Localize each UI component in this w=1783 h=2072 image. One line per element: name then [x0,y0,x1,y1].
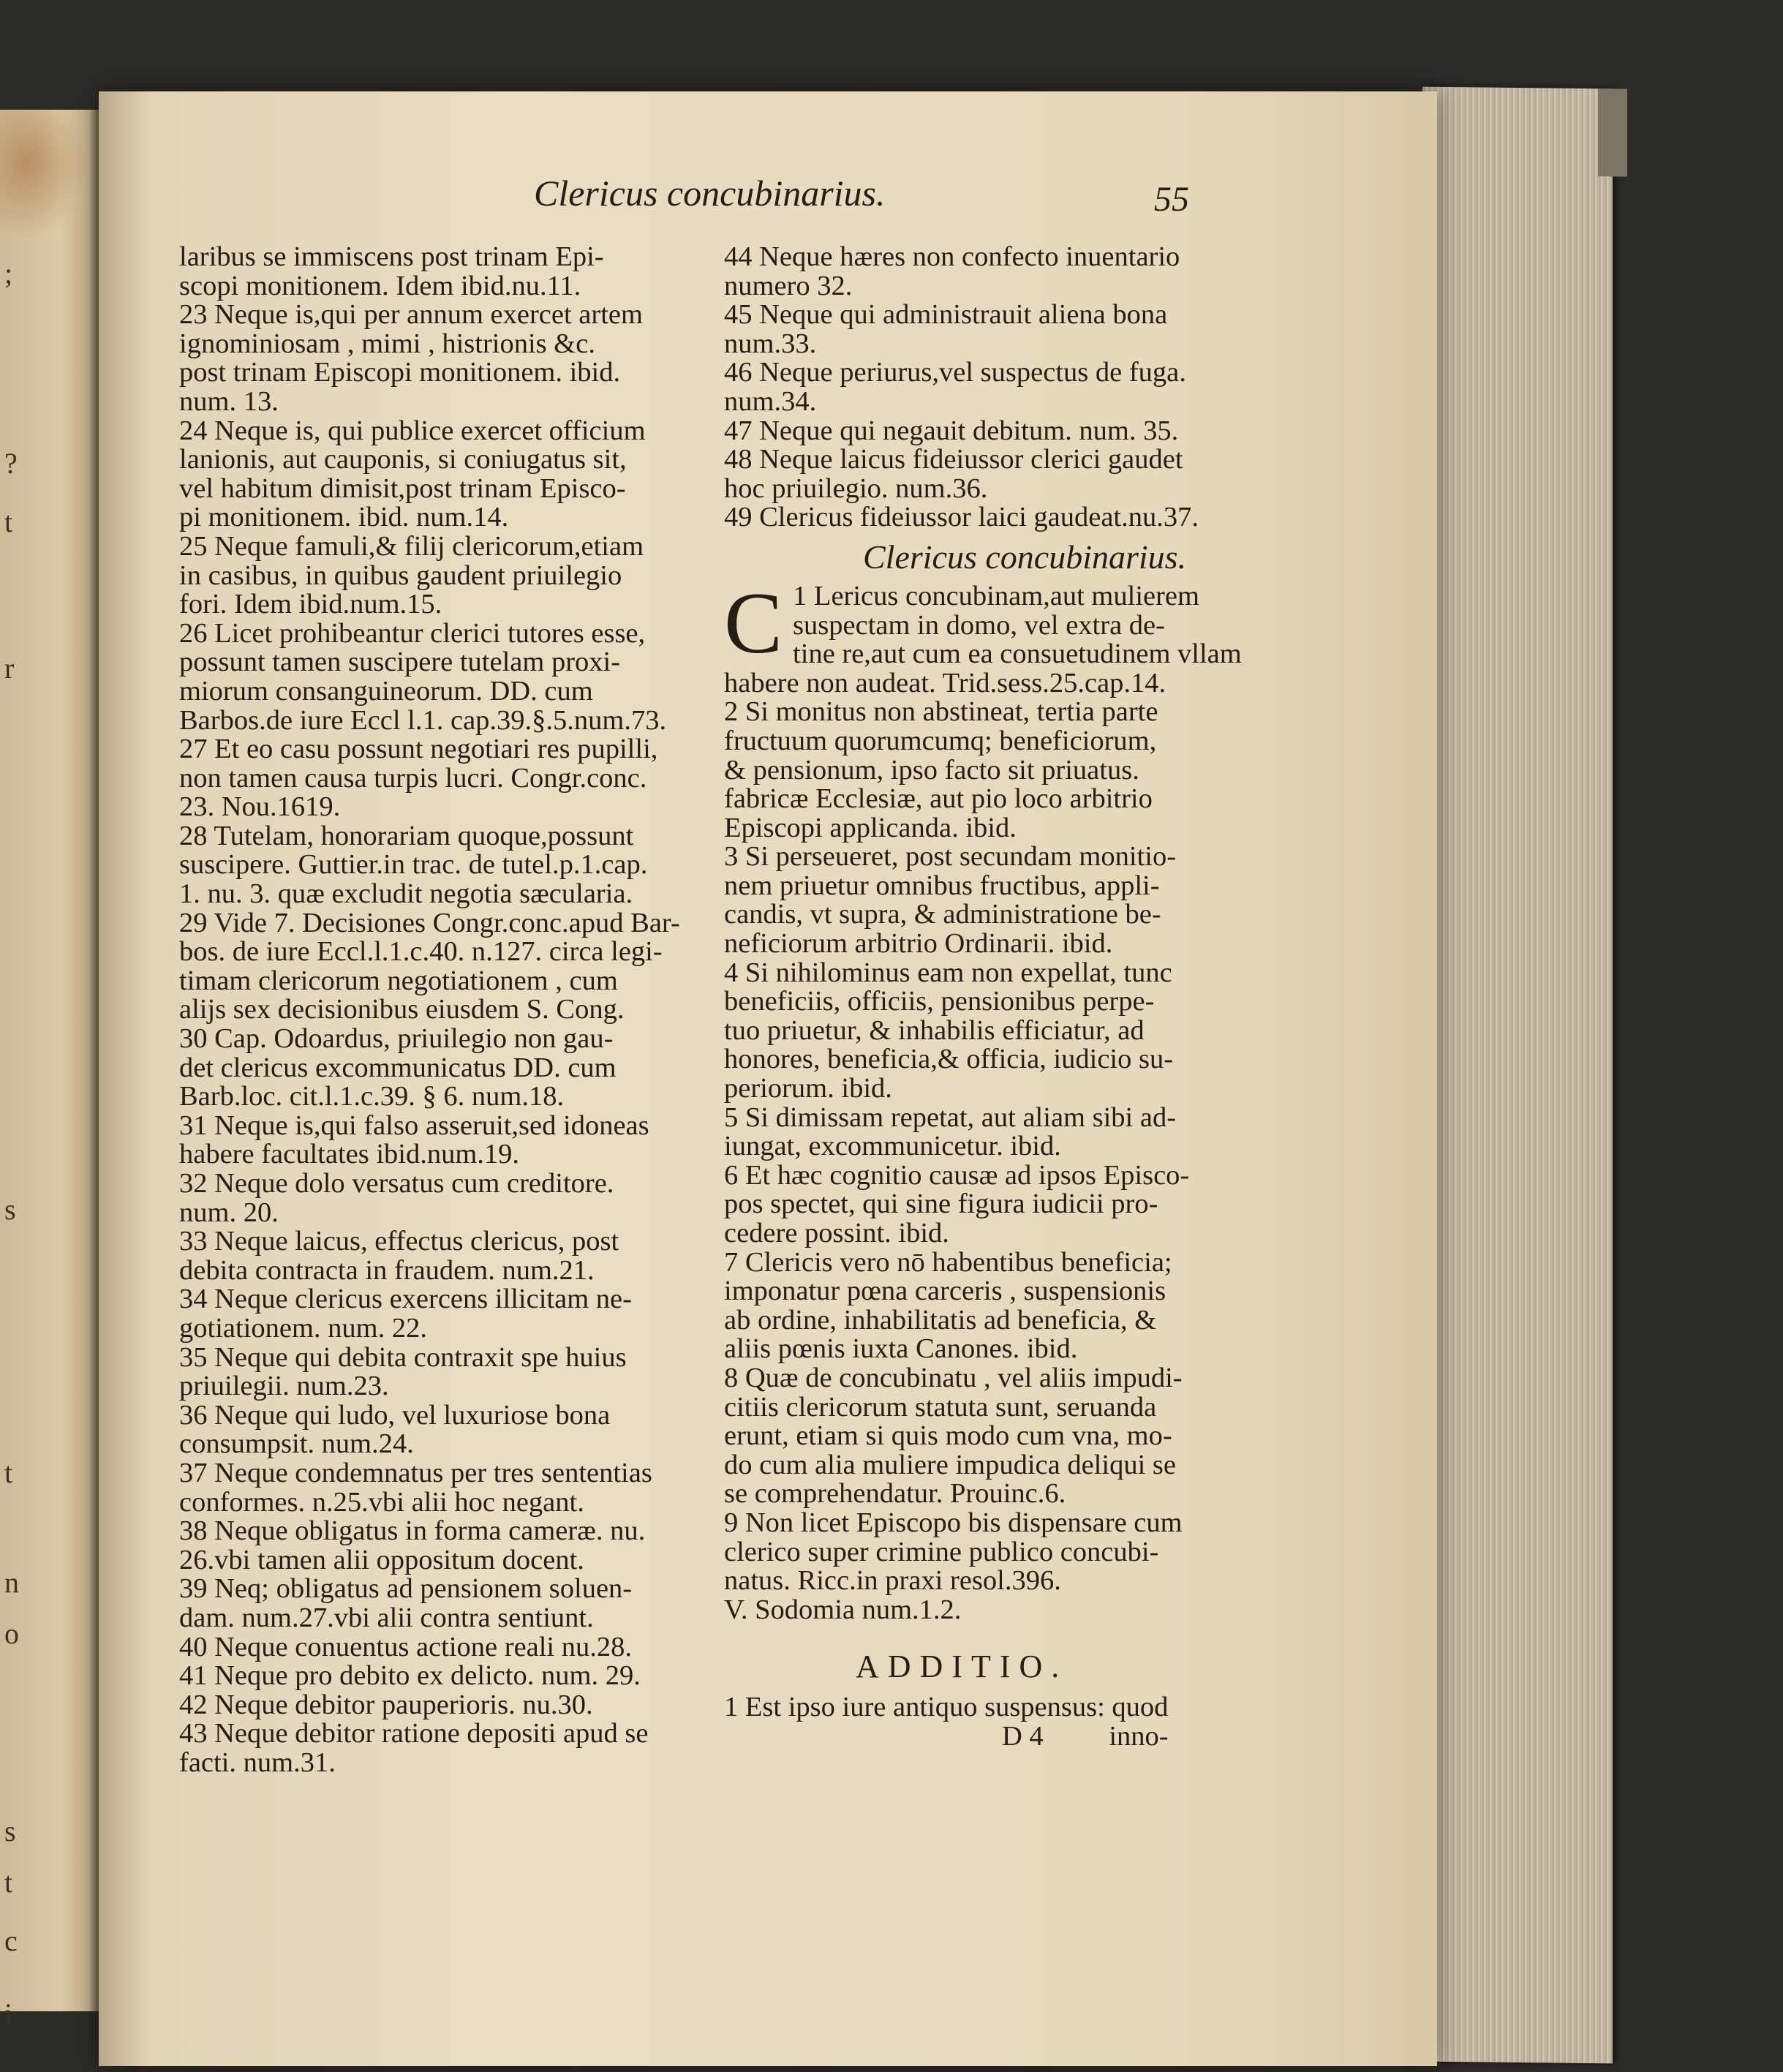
text-line: facti. num.31. [179,1747,336,1778]
text-line: 2 Si monitus non abstineat, tertia parte [724,696,1158,728]
text-line: habere facultates ibid.num.19. [179,1139,520,1170]
text-line: in casibus, in quibus gaudent priuilegio [179,560,622,591]
text-line: Barb.loc. cit.l.1.c.39. § 6. num.18. [179,1081,565,1112]
text-line: 39 Neq; obligatus ad pensionem soluen- [179,1573,633,1605]
text-line: miorum consanguineorum. DD. cum [179,675,593,707]
text-line: fabricæ Ecclesiæ, aut pio loco arbitrio [724,783,1153,815]
signature-mark: D 4 [1002,1720,1044,1752]
edge-mark: o [4,1617,19,1650]
text-line: num.34. [724,385,817,417]
text-line: 48 Neque laicus fideiussor clerici gaudet [724,444,1183,475]
text-line: 27 Et eo casu possunt negotiari res pupilli, [179,734,658,765]
text-line: timam clericorum negotiationem , cum [179,965,618,996]
text-line: 30 Cap. Odoardus, priuilegio non gau- [179,1023,614,1055]
text-line: post trinam Episcopi monitionem. ibid. [179,357,621,388]
section-title: Clericus concubinarius. [863,538,1187,576]
text-line: dam. num.27.vbi alii contra sentiunt. [179,1602,594,1633]
text-line: citiis clericorum statuta sunt, seruanda [724,1391,1157,1423]
text-line: iungat, excommunicetur. ibid. [724,1131,1061,1162]
text-line: 5 Si dimissam repetat, aut aliam sibi ad- [724,1101,1177,1133]
text-line: 42 Neque debitor pauperioris. nu.30. [179,1689,593,1720]
text-line: num. 13. [179,385,279,417]
edge-mark: c [4,1924,18,1957]
text-line: 1 Lericus concubinam,aut mulierem [793,580,1199,611]
facing-page-edge [0,110,99,2030]
text-line: 33 Neque laicus, effectus clericus, post [179,1226,619,1257]
text-line: 26.vbi tamen alii oppositum docent. [179,1544,584,1575]
text-line: 29 Vide 7. Decisiones Congr.conc.apud Bar- [179,907,680,938]
text-line: 45 Neque qui administrauit aliena bona [724,299,1168,331]
text-line: habere non audeat. Trid.sess.25.cap.14. [724,667,1166,698]
drop-cap: C [724,573,783,671]
text-line: 1 Est ipso iure antiquo suspensus: quod [724,1692,1169,1723]
edge-mark: ? [4,447,18,480]
edge-mark: i [4,1997,13,2030]
text-line: possunt tamen suscipere tutelam proxi- [179,647,621,678]
text-line: 25 Neque famuli,& filij clericorum,etiam [179,530,644,562]
text-line: conformes. n.25.vbi alii hoc negant. [179,1486,584,1518]
text-line: ignominiosam , mimi , histrionis &c. [179,328,595,359]
text-line: suspectam in domo, vel extra de- [793,609,1165,641]
text-line: se comprehendatur. Prouinc.6. [724,1478,1066,1510]
text-line: 32 Neque dolo versatus cum creditore. [179,1168,614,1199]
addition-title: ADDITIO. [856,1649,1068,1685]
text-line: lanionis, aut cauponis, si coniugatus sit, [179,444,627,475]
text-line: cedere possint. ibid. [724,1218,949,1248]
page-corner [1598,88,1627,176]
text-line: & pensionum, ipso facto sit priuatus. [724,754,1139,786]
text-line: hoc priuilegio. num.36. [724,472,988,504]
text-line: fori. Idem ibid.num.15. [179,589,442,620]
text-line: V. Sodomia num.1.2. [724,1594,962,1625]
text-line: tine re,aut cum ea consuetudinem vllam [793,638,1242,670]
text-line: 46 Neque periurus,vel suspectus de fuga. [724,357,1186,388]
text-line: 24 Neque is, qui publice exercet officium [179,415,646,446]
text-line: det clericus excommunicatus DD. cum [179,1052,617,1083]
text-line: ab ordine, inhabilitatis ad beneficia, & [724,1304,1157,1336]
text-line: 23. Nou.1619. [179,791,341,823]
text-line: suscipere. Guttier.in trac. de tutel.p.1.cap. [179,849,648,881]
text-line: debita contracta in fraudem. num.21. [179,1254,595,1286]
text-line: alijs sex decisionibus eiusdem S. Cong. [179,994,625,1025]
text-line: neficiorum arbitrio Ordinarii. ibid. [724,928,1113,960]
text-line: 34 Neque clericus exercens illicitam ne- [179,1284,632,1315]
text-line: honores, beneficia,& officia, iudicio su- [724,1044,1174,1075]
text-line: Barbos.de iure Eccl l.1. cap.39.§.5.num.73. [179,704,667,736]
spacer [724,1624,1199,1640]
text-line: candis, vt supra, & administratione be- [724,899,1161,930]
text-line: 8 Quæ de concubinatu , vel aliis impudi- [724,1362,1183,1393]
text-line: consumpsit. num.24. [179,1428,414,1460]
text-line: 4 Si nihilominus eam non expellat, tunc [724,957,1172,988]
text-line: beneficiis, officiis, pensionibus perpe- [724,986,1155,1017]
text-line: 26 Licet prohibeantur clerici tutores esse, [179,617,646,649]
edge-mark: t [4,1866,13,1899]
edge-mark: r [4,652,15,685]
text-line: do cum alia muliere impudica deliqui se [724,1449,1176,1480]
left-column [179,243,680,1777]
text-line: pi monitionem. ibid. num.14. [179,502,509,533]
text-line: pos spectet, qui sine figura iudicii pro- [724,1188,1158,1220]
text-line: erunt, etiam si quis modo cum vna, mo- [724,1420,1172,1452]
text-line: aliis pœnis iuxta Canones. ibid. [724,1333,1078,1365]
running-title: Clericus concubinarius. [534,173,886,214]
text-line: 41 Neque pro debito ex delicto. num. 29. [179,1660,641,1692]
text-line: tuo priuetur, & inhabilis efficiatur, ad [724,1014,1145,1046]
text-line: 9 Non licet Episcopo bis dispensare cum [724,1507,1183,1538]
text-line: laribus se immiscens post trinam Epi- [179,241,604,272]
right-column [724,241,1242,1752]
text-line: 35 Neque qui debita contraxit spe huius [179,1341,627,1373]
text-line: 38 Neque obligatus in forma cameræ. nu. [179,1515,646,1547]
text-line: 40 Neque conuentus actione reali nu.28. [179,1631,633,1662]
text-line: 36 Neque qui ludo, vel luxuriose bona [179,1399,611,1431]
text-line: non tamen causa turpis lucri. Congr.conc. [179,762,647,794]
text-line: bos. de iure Eccl.l.1.c.40. n.127. circa legi- [179,936,663,968]
text-line: 7 Clericis vero nō habentibus beneficia; [724,1246,1172,1278]
text-line: 43 Neque debitor ratione depositi apud se [179,1718,649,1749]
text-line: numero 32. [724,270,853,301]
text-line: 31 Neque is,qui falso asseruit,sed idoneas [179,1110,649,1141]
text-line: 47 Neque qui negauit debitum. num. 35. [724,415,1179,446]
text-line: num. 20. [179,1197,279,1228]
text-line: nem priuetur omnibus fructibus, appli- [724,870,1160,901]
text-line: 37 Neque condemnatus per tres sententias [179,1457,652,1488]
book-page-edges [1422,87,1613,2064]
text-line: imponatur pœna carceris , suspensionis [724,1276,1166,1307]
text-line: 1. nu. 3. quæ excludit negotia sæcularia. [179,878,633,910]
text-line: periorum. ibid. [724,1073,892,1104]
text-line: 23 Neque is,qui per annum exercet artem [179,299,643,331]
text-line: 44 Neque hæres non confecto inuentario [724,241,1180,272]
text-line: gotiationem. num. 22. [179,1312,427,1344]
edge-mark: s [4,1193,16,1226]
catchword: inno- [1109,1720,1169,1752]
text-line: vel habitum dimisit,post trinam Episco- [179,472,626,504]
text-line: natus. Ricc.in praxi resol.396. [724,1565,1061,1597]
text-line: num.33. [724,328,817,359]
text-line: clerico super crimine publico concubi- [724,1536,1159,1567]
edge-mark: t [4,505,13,538]
edge-mark: ; [4,257,13,290]
text-line: scopi monitionem. Idem ibid.nu.11. [179,270,581,301]
text-line: 6 Et hæc cognitio causæ ad ipsos Episco- [724,1159,1190,1191]
edge-mark: s [4,1815,16,1847]
text-line: Episcopi applicanda. ibid. [724,812,1017,843]
text-line: priuilegii. num.23. [179,1371,389,1402]
edge-mark: t [4,1456,13,1489]
catchword-line [724,1722,1199,1752]
text-line: 28 Tutelam, honorariam quoque,possunt [179,820,634,851]
water-stain [0,110,88,241]
text-line: 49 Clericus fideiussor laici gaudeat.nu.37. [724,502,1199,533]
text-line: 3 Si perseueret, post secundam monitio- [724,841,1177,873]
text-line: fructuum quorumcumq; beneficiorum, [724,725,1157,756]
edge-mark: n [4,1566,19,1599]
page-number: 55 [1154,180,1189,219]
